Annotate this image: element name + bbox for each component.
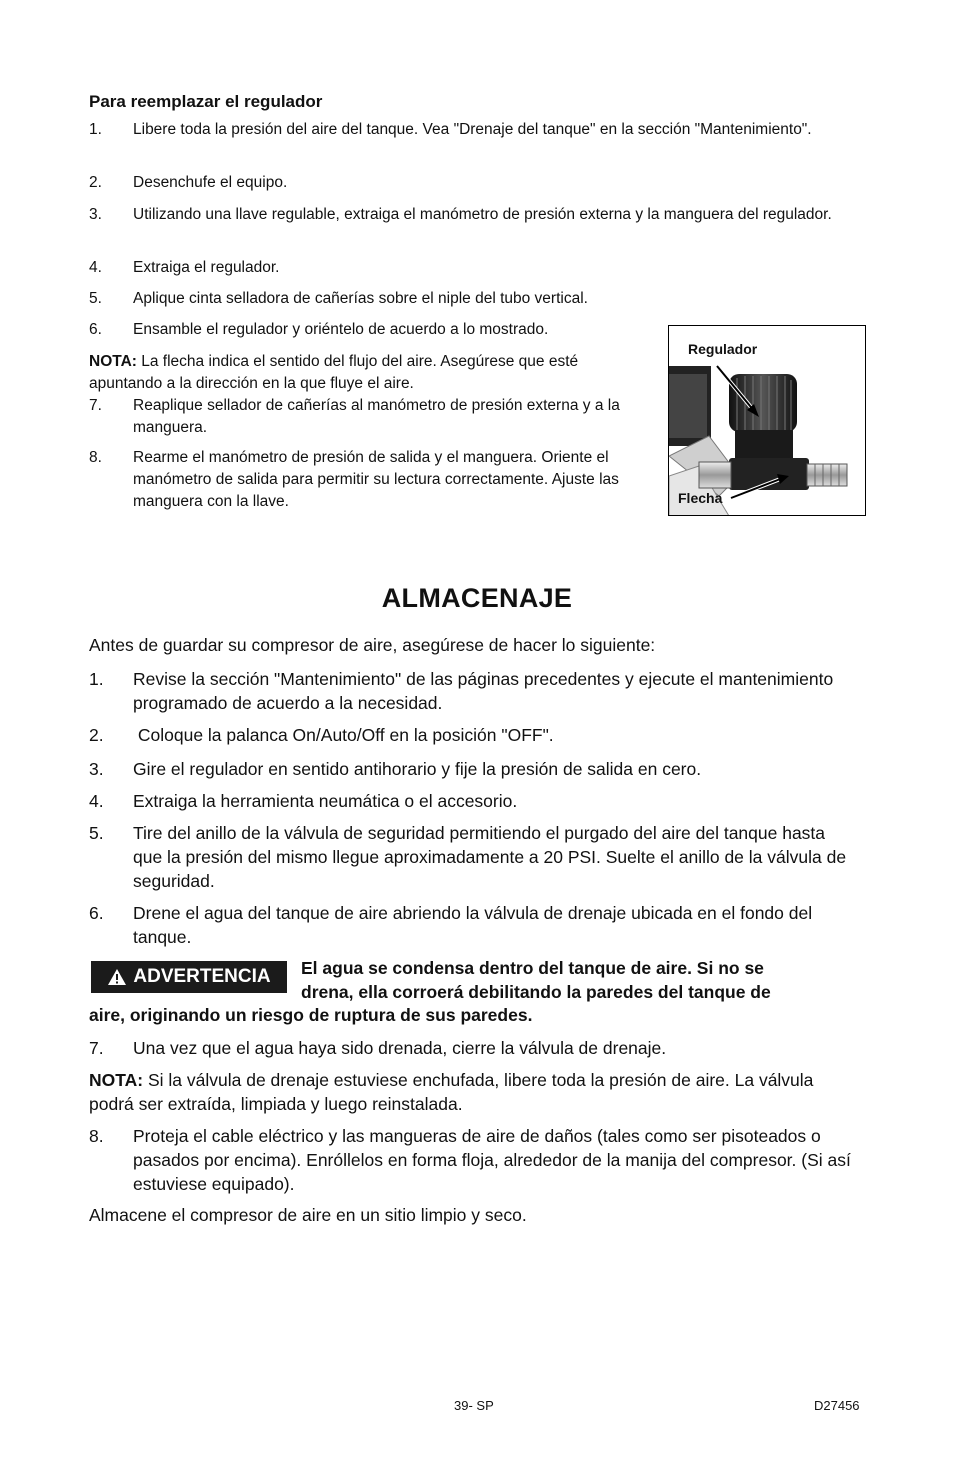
section-title-regulator: Para reemplazar el regulador: [89, 92, 323, 111]
step-text: Drene el agua del tanque de aire abriendo la válvula de drenaje ubicada en el fondo del tanque.: [133, 903, 813, 947]
step-number: 3.: [89, 206, 102, 223]
step-number: 4.: [89, 791, 104, 811]
warning-text-line2: drena, ella corroerá debilitando la paredes del tanque de: [301, 982, 771, 1002]
step-text: Gire el regulador en sentido antihorario y fije la presión de salida en cero.: [133, 759, 702, 779]
step-text: Revise la sección "Mantenimiento" de las páginas precedentes y ejecute el mantenimiento programado de acuerdo a la necesidad.: [133, 669, 834, 713]
step-text: Tire del anillo de la válvula de seguridad permitiendo el purgado del aire del tanque hasta que la presión del mismo llegue aproximadamente a 20 PSI. Suelte el anillo de la válvula de seguridad.: [133, 823, 847, 891]
step-text: Coloque la palanca On/Auto/Off en la posición "OFF".: [133, 725, 554, 745]
storage-intro: Antes de guardar su compresor de aire, asegúrese de hacer lo siguiente:: [89, 635, 656, 655]
step-number: 5.: [89, 823, 104, 843]
step-text: Proteja el cable eléctrico y las mangueras de aire de daños (tales como ser pisoteados o pasados por encima). Enróllelos en forma floja, alrededor de la manija del compresor. (Si así estuviese equipado).: [133, 1126, 851, 1194]
step-number: 5.: [89, 290, 102, 307]
warning-text-line3: aire, originando un riesgo de ruptura de sus paredes.: [89, 1005, 533, 1025]
regulator-note: [89, 351, 654, 395]
step-text: Desenchufe el equipo.: [133, 174, 288, 191]
note-text: Si la válvula de drenaje estuviese enchufada, libere toda la presión de aire. La válvula podrá ser extraída, limpiada y luego reinstalada.: [89, 1070, 814, 1114]
step-number: 2.: [89, 174, 102, 191]
step-number: 6.: [89, 903, 104, 923]
figure-label-arrow: Flecha: [678, 490, 723, 506]
step-text: Libere toda la presión del aire del tanque. Vea "Drenaje del tanque" en la sección "Mantenimiento".: [133, 121, 812, 138]
step-text: Reaplique sellador de cañerías al manómetro de presión externa y a la manguera.: [133, 397, 620, 436]
warning-badge: [91, 961, 287, 993]
step-text: Extraiga la herramienta neumática o el accesorio.: [133, 791, 518, 811]
document-id: D27456: [814, 1398, 860, 1413]
step-number: 8.: [89, 449, 102, 466]
step-text: Aplique cinta selladora de cañerías sobre el niple del tubo vertical.: [133, 290, 588, 307]
warning-triangle-icon: [107, 968, 127, 986]
note-text: La flecha indica el sentido del flujo del aire. Asegúrese que esté apuntando a la dirección en la que fluye el aire.: [89, 353, 579, 392]
figure-label-regulator: Regulador: [688, 341, 758, 357]
step-text: Extraiga el regulador.: [133, 259, 280, 276]
step-text: Ensamble el regulador y oriéntelo de acuerdo a lo mostrado.: [133, 321, 549, 338]
step-number: 3.: [89, 759, 104, 779]
regulator-figure: [668, 325, 866, 516]
section-title-storage: ALMACENAJE: [381, 583, 573, 613]
step-number: 6.: [89, 321, 102, 338]
warning-badge-label: ADVERTENCIA: [133, 966, 271, 987]
page-number: 39- SP: [454, 1398, 494, 1413]
step-number: 2.: [89, 725, 104, 745]
step-number: 7.: [89, 1038, 104, 1058]
step-number: 1.: [89, 669, 104, 689]
step-number: 7.: [89, 397, 102, 414]
step-text: Una vez que el agua haya sido drenada, cierre la válvula de drenaje.: [133, 1038, 667, 1058]
step-text: Utilizando una llave regulable, extraiga el manómetro de presión externa y la manguera del regulador.: [133, 206, 832, 223]
storage-closing: Almacene el compresor de aire en un sitio limpio y seco.: [89, 1205, 527, 1225]
step-text: Rearme el manómetro de presión de salida y el manguera. Oriente el manómetro de salida para permitir su lectura correctamente. Ajuste las manguera con la llave.: [133, 449, 619, 510]
storage-note: [89, 1068, 849, 1116]
step-number: 8.: [89, 1126, 104, 1146]
note-label: NOTA:: [89, 1070, 144, 1090]
step-number: 1.: [89, 121, 102, 138]
note-label: NOTA:: [89, 353, 137, 370]
warning-text-line1: El agua se condensa dentro del tanque de aire. Si no se: [301, 958, 764, 978]
step-number: 4.: [89, 259, 102, 276]
